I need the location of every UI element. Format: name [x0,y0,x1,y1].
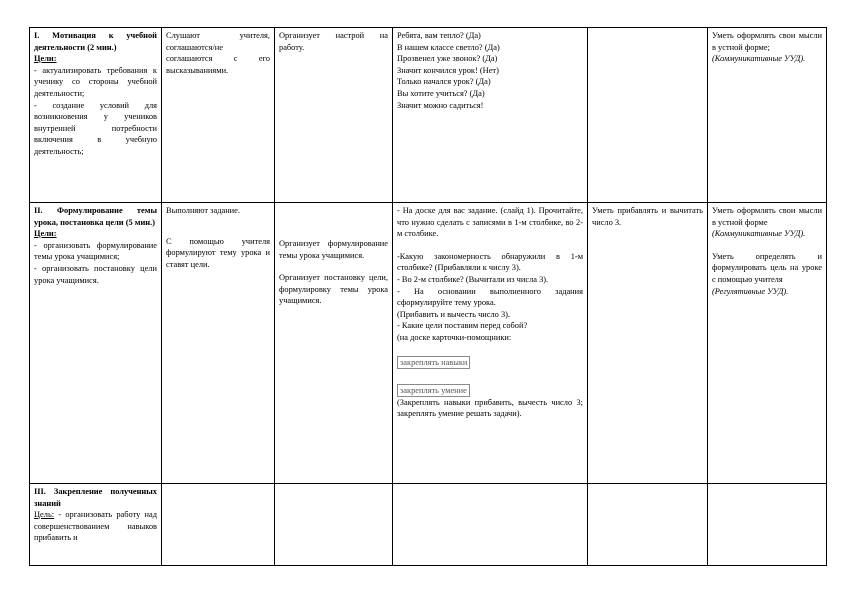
stage-title: II. Формулирование темы урока, постановка цели (5 мин.) [34,206,157,227]
content-line: - На основании выполненного задания сформулируйте тему урока. [397,286,583,308]
uud-cell [708,28,827,203]
stage-title: I. Мотивация к учебной деятельности (2 мин.) [34,31,157,52]
goals-label: Цели: [34,229,57,239]
students-cell [162,28,275,203]
teacher-activity: Организует настрой на работу. [279,31,388,52]
lesson-plan-table [29,27,827,566]
subject-results-cell [588,484,708,566]
stage-cell [30,484,162,566]
uud-text: Уметь оформлять свои мысли в устной форме [712,206,822,227]
subject-results-cell [588,203,708,484]
content-line: Вы хотите учиться? (Да) [397,88,485,98]
content-cell [393,28,588,203]
students-activity: С помощью учителя формулируют тему урока и ставят цели. [166,236,270,269]
teacher-activity: Организует постановку цели, формулировку темы урока учащимися. [279,273,388,306]
goal-item: - организовать постановку цели урока учащимися. [34,263,157,285]
content-line: Значит кончился урок! (Нет) [397,65,499,75]
uud-type: (Коммуникативные УУД). [712,229,806,239]
uud-type: (Коммуникативные УУД). [712,54,806,64]
teacher-activity: Организует формулирование темы урока учащимися. [279,239,388,260]
teacher-cell [275,484,393,566]
table-row [30,484,827,566]
subject-results: Уметь прибавлять и вычитать число 3. [592,206,703,227]
students-cell [162,484,275,566]
stage-cell [30,28,162,203]
content-line: - Во 2-м столбике? (Вычитали из числа 3). [397,274,549,284]
table-row [30,203,827,484]
content-line: - Какие цели поставим перед собой? [397,321,528,331]
stage-cell [30,203,162,484]
content-line: -Какую закономерность обнаружили в 1-м столбике? (Прибавляли к числу 3). [397,251,583,273]
students-activity: Выполняют задание. [166,206,240,215]
students-activity: Слушают учителя, соглашаются/не соглашаются с его высказываниями. [166,31,270,75]
helper-card: закреплять умение [397,384,470,397]
content-line: - На доске для вас задание. (слайд 1). Прочитайте, что нужно сделать с записями в 1-м столбике, во 2-м столбике. [397,206,583,239]
teacher-cell [275,28,393,203]
goal-item: - актуализировать требования к ученику со стороны учебной деятельности; [34,65,157,98]
content-line: Значит можно садиться! [397,100,484,110]
table-row [30,28,827,203]
goals-label: Цели: [34,54,57,64]
goals-label: Цель: [34,510,55,520]
content-line: (Прибавить и вычесть число 3). [397,309,511,319]
content-line: В нашем классе светло? (Да) [397,42,500,52]
goal-item: - организовать работу над совершенствованием навыков прибавить и [34,510,157,543]
uud-cell [708,203,827,484]
uud-type: (Регулятивные УУД). [712,286,789,296]
content-line: Ребята, вам тепло? (Да) [397,31,481,40]
students-cell [162,203,275,484]
content-cell [393,484,588,566]
uud-text: Уметь оформлять свои мысли в устной форме; [712,31,822,52]
content-line: Только начался урок? (Да) [397,77,491,87]
helper-card: закреплять навыки [397,356,470,369]
uud-text: Уметь определять и формулировать цель на уроке с помощью учителя [712,251,822,284]
content-line: (на доске карточки-помощники: [397,332,512,342]
content-line: Прозвенел уже звонок? (Да) [397,54,498,64]
content-cell [393,203,588,484]
stage-title: III. Закрепление полученных знаний [34,487,157,508]
content-line: (Закреплять навыки прибавить, вычесть число 3; закреплять умение решать задачи). [397,397,583,419]
teacher-cell [275,203,393,484]
goal-item: - организовать формулирование темы урока учащимися; [34,240,157,262]
goal-item: - создание условий для возникновения у учеников внутренней потребности включения в учебную деятельность; [34,100,157,156]
uud-cell [708,484,827,566]
subject-results-cell [588,28,708,203]
